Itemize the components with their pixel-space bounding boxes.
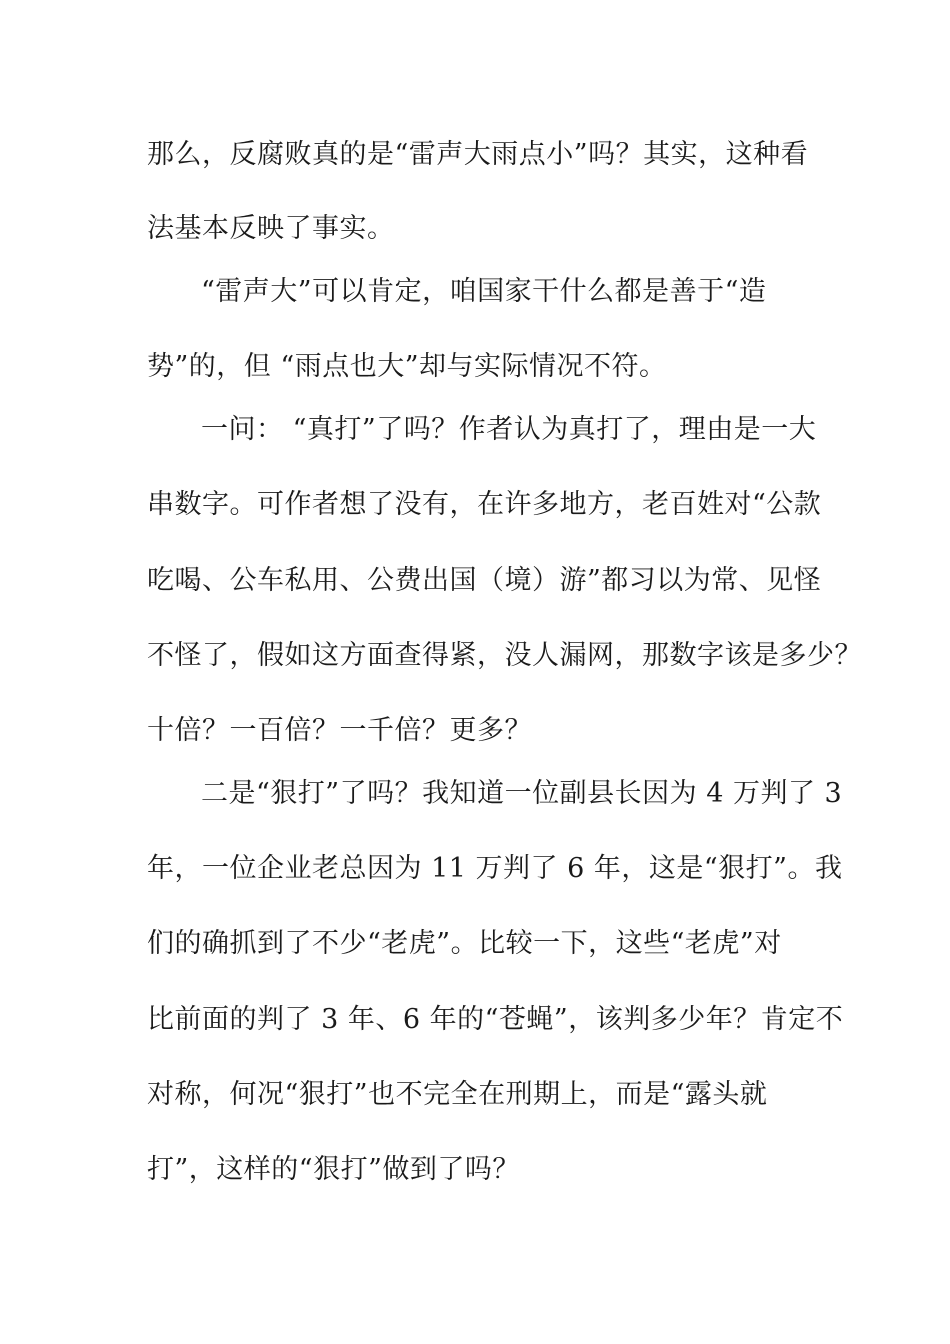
text-line-12: 们的确抓到了不少“老虎”。比较一下，这些“老虎”对 — [147, 928, 782, 959]
text-line-13: 比前面的判了 3 年、6 年的“苍蝇”，该判多少年？肯定不 — [147, 1004, 844, 1035]
text-line-15: 打”，这样的“狠打”做到了吗？ — [147, 1154, 520, 1185]
text-line-7: 吃喝、公车私用、公费出国（境）游”都习以为常、见怪 — [147, 565, 822, 596]
text-line-8: 不怪了，假如这方面查得紧，没人漏网，那数字该是多少？ — [147, 640, 862, 671]
text-line-9: 十倍？一百倍？一千倍？更多？ — [147, 715, 532, 746]
text-line-10: 二是“狠打”了吗？我知道一位副县长因为 4 万判了 3 — [201, 778, 843, 809]
text-line-6: 串数字。可作者想了没有，在许多地方，老百姓对“公款 — [147, 489, 822, 520]
text-line-14: 对称，何况“狠打”也不完全在刑期上，而是“露头就 — [147, 1079, 768, 1110]
text-line-1: 那么，反腐败真的是“雷声大雨点小”吗？其实，这种看 — [147, 139, 809, 170]
text-line-4: 势”的，但 “雨点也大”却与实际情况不符。 — [147, 351, 667, 382]
text-line-3: “雷声大”可以肯定，咱国家干什么都是善于“造 — [201, 276, 767, 307]
text-line-2: 法基本反映了事实。 — [147, 213, 395, 244]
text-line-11: 年，一位企业老总因为 11 万判了 6 年，这是“狠打”。我 — [147, 853, 843, 884]
text-line-5: 一问： “真打”了吗？作者认为真打了，理由是一大 — [201, 414, 817, 445]
